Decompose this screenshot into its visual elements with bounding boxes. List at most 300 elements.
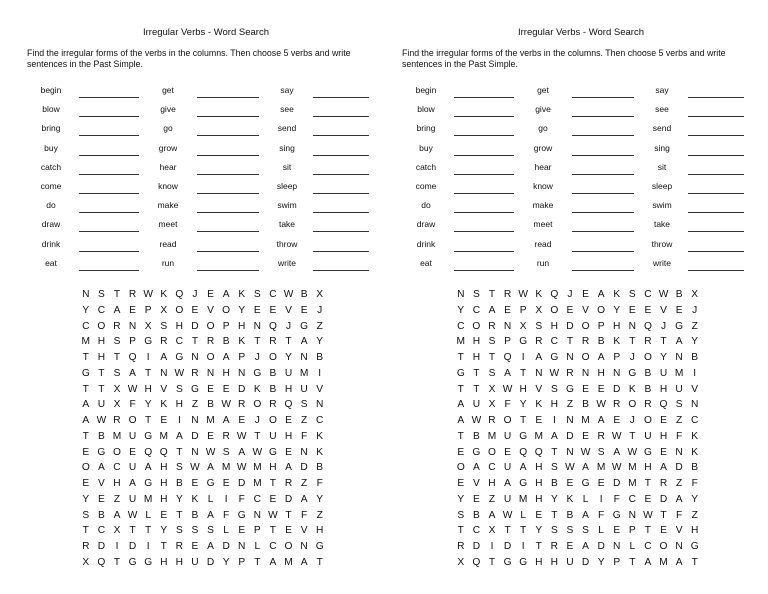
- answer-line[interactable]: [79, 212, 139, 213]
- grid-letter[interactable]: A: [129, 478, 136, 489]
- grid-letter[interactable]: R: [659, 478, 668, 489]
- grid-letter[interactable]: E: [472, 493, 480, 505]
- grid-letter[interactable]: D: [128, 541, 137, 552]
- grid-letter[interactable]: D: [206, 556, 215, 568]
- grid-letter[interactable]: T: [629, 556, 636, 568]
- grid-letter[interactable]: N: [128, 320, 137, 332]
- answer-line[interactable]: [197, 251, 259, 252]
- grid-letter[interactable]: H: [316, 525, 324, 537]
- grid-letter[interactable]: W: [283, 289, 294, 300]
- grid-letter[interactable]: G: [144, 430, 153, 442]
- grid-letter[interactable]: H: [535, 462, 543, 474]
- grid-letter[interactable]: K: [535, 289, 543, 300]
- grid-letter[interactable]: T: [535, 541, 542, 552]
- grid-letter[interactable]: B: [316, 352, 324, 363]
- grid-letter[interactable]: H: [144, 383, 152, 395]
- grid-letter[interactable]: P: [144, 304, 152, 316]
- grid-letter[interactable]: C: [253, 493, 261, 505]
- grid-letter[interactable]: Z: [316, 509, 323, 521]
- grid-letter[interactable]: L: [254, 541, 261, 552]
- grid-letter[interactable]: P: [129, 336, 136, 348]
- grid-letter[interactable]: D: [300, 462, 308, 474]
- answer-line[interactable]: [197, 116, 259, 117]
- grid-letter[interactable]: A: [582, 541, 589, 552]
- grid-letter[interactable]: I: [146, 352, 150, 363]
- grid-letter[interactable]: B: [597, 336, 605, 348]
- grid-letter[interactable]: A: [82, 399, 90, 411]
- grid-letter[interactable]: T: [98, 383, 105, 395]
- grid-letter[interactable]: O: [597, 304, 606, 316]
- grid-letter[interactable]: V: [300, 525, 308, 537]
- grid-letter[interactable]: J: [629, 415, 635, 426]
- grid-letter[interactable]: O: [268, 352, 277, 363]
- grid-letter[interactable]: A: [488, 304, 496, 316]
- grid-letter[interactable]: R: [191, 367, 199, 379]
- grid-letter[interactable]: F: [223, 509, 230, 521]
- grid-letter[interactable]: A: [675, 556, 683, 568]
- grid-letter[interactable]: U: [269, 430, 277, 442]
- grid-letter[interactable]: E: [160, 415, 168, 426]
- answer-line[interactable]: [313, 155, 369, 156]
- grid-letter[interactable]: U: [472, 399, 481, 411]
- grid-letter[interactable]: G: [144, 336, 153, 348]
- grid-letter[interactable]: U: [128, 493, 137, 505]
- grid-letter[interactable]: E: [300, 304, 308, 316]
- grid-letter[interactable]: E: [207, 289, 214, 300]
- grid-letter[interactable]: X: [488, 399, 496, 411]
- grid-letter[interactable]: A: [675, 336, 683, 348]
- grid-letter[interactable]: H: [238, 320, 246, 332]
- grid-letter[interactable]: M: [596, 462, 606, 474]
- grid-letter[interactable]: S: [628, 289, 636, 300]
- grid-letter[interactable]: M: [143, 493, 153, 505]
- grid-letter[interactable]: B: [644, 367, 652, 379]
- grid-letter[interactable]: Q: [268, 320, 277, 332]
- grid-letter[interactable]: S: [175, 462, 183, 474]
- grid-letter[interactable]: U: [128, 462, 137, 474]
- grid-letter[interactable]: F: [300, 509, 308, 521]
- grid-letter[interactable]: F: [598, 509, 605, 521]
- grid-letter[interactable]: E: [535, 415, 543, 426]
- grid-letter[interactable]: T: [285, 336, 292, 348]
- grid-letter[interactable]: E: [269, 493, 277, 505]
- grid-letter[interactable]: M: [112, 430, 122, 442]
- grid-letter[interactable]: G: [144, 556, 153, 568]
- grid-letter[interactable]: N: [300, 352, 308, 363]
- grid-letter[interactable]: H: [472, 336, 481, 348]
- grid-letter[interactable]: T: [488, 289, 496, 300]
- answer-line[interactable]: [454, 155, 514, 156]
- grid-letter[interactable]: Y: [316, 493, 324, 505]
- grid-letter[interactable]: K: [691, 446, 699, 458]
- grid-letter[interactable]: Q: [144, 446, 153, 458]
- answer-line[interactable]: [572, 155, 634, 156]
- answer-line[interactable]: [688, 193, 744, 194]
- grid-letter[interactable]: F: [504, 399, 511, 411]
- grid-letter[interactable]: E: [644, 493, 652, 505]
- grid-letter[interactable]: T: [629, 430, 636, 442]
- grid-letter[interactable]: B: [582, 399, 589, 411]
- grid-letter[interactable]: D: [97, 541, 106, 552]
- grid-letter[interactable]: R: [269, 399, 277, 411]
- answer-line[interactable]: [197, 97, 259, 98]
- grid-letter[interactable]: W: [502, 383, 513, 395]
- grid-letter[interactable]: E: [222, 383, 230, 395]
- grid-letter[interactable]: F: [129, 399, 136, 411]
- grid-letter[interactable]: A: [613, 446, 621, 458]
- grid-letter[interactable]: T: [488, 352, 496, 363]
- grid-letter[interactable]: J: [660, 320, 667, 332]
- grid-letter[interactable]: H: [175, 399, 184, 411]
- grid-letter[interactable]: M: [299, 367, 309, 379]
- grid-letter[interactable]: A: [644, 556, 652, 568]
- grid-letter[interactable]: W: [611, 430, 622, 442]
- grid-letter[interactable]: O: [206, 320, 215, 332]
- grid-letter[interactable]: H: [535, 478, 543, 489]
- grid-letter[interactable]: E: [129, 304, 136, 316]
- grid-letter[interactable]: R: [644, 336, 652, 348]
- grid-letter[interactable]: E: [207, 383, 214, 395]
- grid-letter[interactable]: C: [644, 289, 652, 300]
- grid-letter[interactable]: T: [145, 525, 152, 537]
- grid-letter[interactable]: E: [191, 541, 199, 552]
- grid-letter[interactable]: O: [456, 462, 465, 474]
- grid-letter[interactable]: S: [207, 525, 214, 537]
- grid-letter[interactable]: W: [143, 289, 153, 300]
- grid-letter[interactable]: P: [222, 320, 230, 332]
- grid-letter[interactable]: E: [597, 478, 605, 489]
- grid-letter[interactable]: U: [284, 367, 293, 379]
- grid-letter[interactable]: S: [300, 399, 308, 411]
- grid-letter[interactable]: N: [613, 541, 621, 552]
- grid-letter[interactable]: Z: [691, 509, 698, 521]
- grid-letter[interactable]: M: [628, 462, 637, 474]
- grid-letter[interactable]: R: [503, 289, 512, 300]
- answer-line[interactable]: [313, 212, 369, 213]
- grid-letter[interactable]: K: [566, 493, 574, 505]
- grid-letter[interactable]: D: [581, 556, 590, 568]
- grid-letter[interactable]: T: [82, 383, 89, 395]
- grid-letter[interactable]: E: [160, 509, 168, 521]
- grid-letter[interactable]: S: [457, 509, 465, 521]
- grid-letter[interactable]: I: [490, 541, 494, 552]
- grid-letter[interactable]: S: [472, 289, 480, 300]
- answer-line[interactable]: [313, 251, 369, 252]
- grid-letter[interactable]: W: [549, 367, 560, 379]
- grid-letter[interactable]: Z: [566, 399, 574, 411]
- grid-letter[interactable]: P: [613, 352, 621, 363]
- grid-letter[interactable]: A: [285, 462, 292, 474]
- answer-line[interactable]: [572, 251, 634, 252]
- grid-letter[interactable]: A: [269, 556, 277, 568]
- grid-letter[interactable]: K: [160, 399, 168, 411]
- grid-letter[interactable]: A: [300, 556, 308, 568]
- grid-letter[interactable]: I: [521, 541, 525, 552]
- grid-letter[interactable]: S: [97, 289, 105, 300]
- answer-line[interactable]: [197, 174, 259, 175]
- grid-letter[interactable]: Z: [300, 478, 308, 489]
- grid-letter[interactable]: Y: [660, 352, 667, 363]
- grid-letter[interactable]: N: [675, 352, 683, 363]
- grid-letter[interactable]: T: [113, 352, 121, 363]
- grid-letter[interactable]: P: [238, 352, 246, 363]
- grid-letter[interactable]: N: [160, 367, 168, 379]
- grid-letter[interactable]: L: [598, 525, 604, 537]
- grid-letter[interactable]: A: [82, 415, 90, 426]
- grid-letter[interactable]: E: [285, 525, 292, 537]
- grid-letter[interactable]: A: [582, 462, 589, 474]
- grid-letter[interactable]: S: [113, 367, 121, 379]
- grid-letter[interactable]: R: [206, 336, 215, 348]
- grid-letter[interactable]: L: [223, 525, 229, 537]
- grid-letter[interactable]: H: [175, 556, 184, 568]
- grid-letter[interactable]: T: [520, 367, 527, 379]
- grid-letter[interactable]: D: [613, 478, 621, 489]
- grid-letter[interactable]: A: [675, 493, 683, 505]
- answer-line[interactable]: [572, 116, 634, 117]
- grid-letter[interactable]: W: [236, 462, 247, 474]
- grid-letter[interactable]: F: [691, 478, 698, 489]
- grid-letter[interactable]: G: [144, 478, 153, 489]
- grid-letter[interactable]: I: [146, 541, 150, 552]
- grid-letter[interactable]: I: [115, 541, 119, 552]
- grid-letter[interactable]: S: [488, 336, 496, 348]
- grid-letter[interactable]: Q: [550, 289, 559, 300]
- grid-letter[interactable]: N: [566, 352, 574, 363]
- grid-letter[interactable]: E: [644, 304, 652, 316]
- grid-letter[interactable]: G: [268, 446, 277, 458]
- grid-letter[interactable]: K: [535, 399, 543, 411]
- grid-letter[interactable]: M: [674, 367, 684, 379]
- grid-letter[interactable]: B: [300, 289, 308, 300]
- grid-letter[interactable]: C: [175, 336, 184, 348]
- answer-line[interactable]: [313, 174, 369, 175]
- grid-letter[interactable]: A: [535, 352, 543, 363]
- grid-letter[interactable]: V: [582, 304, 589, 316]
- grid-letter[interactable]: Q: [128, 352, 137, 363]
- answer-line[interactable]: [454, 231, 514, 232]
- grid-letter[interactable]: O: [488, 446, 496, 458]
- grid-letter[interactable]: C: [457, 320, 465, 332]
- grid-letter[interactable]: C: [644, 541, 652, 552]
- grid-letter[interactable]: R: [550, 541, 559, 552]
- grid-letter[interactable]: T: [566, 336, 574, 348]
- grid-letter[interactable]: Q: [175, 289, 184, 300]
- grid-letter[interactable]: W: [565, 462, 575, 474]
- grid-letter[interactable]: P: [238, 556, 246, 568]
- grid-letter[interactable]: B: [691, 462, 699, 474]
- grid-letter[interactable]: E: [535, 509, 543, 521]
- grid-letter[interactable]: R: [269, 336, 277, 348]
- grid-letter[interactable]: M: [456, 336, 466, 348]
- grid-letter[interactable]: Y: [550, 493, 558, 505]
- grid-letter[interactable]: R: [113, 320, 121, 332]
- grid-letter[interactable]: U: [97, 399, 106, 411]
- grid-letter[interactable]: G: [175, 352, 184, 363]
- grid-letter[interactable]: X: [691, 289, 699, 300]
- grid-letter[interactable]: T: [254, 556, 261, 568]
- answer-line[interactable]: [79, 231, 139, 232]
- answer-line[interactable]: [572, 193, 634, 194]
- grid-letter[interactable]: C: [97, 525, 106, 537]
- grid-letter[interactable]: A: [504, 478, 511, 489]
- grid-letter[interactable]: P: [519, 304, 527, 316]
- grid-letter[interactable]: A: [457, 399, 465, 411]
- grid-letter[interactable]: N: [191, 415, 199, 426]
- grid-letter[interactable]: A: [582, 509, 589, 521]
- grid-letter[interactable]: E: [504, 304, 511, 316]
- grid-letter[interactable]: M: [628, 478, 637, 489]
- grid-letter[interactable]: A: [207, 541, 214, 552]
- grid-letter[interactable]: H: [597, 367, 605, 379]
- grid-letter[interactable]: Z: [675, 478, 683, 489]
- grid-letter[interactable]: R: [160, 336, 168, 348]
- grid-letter[interactable]: Y: [82, 304, 90, 316]
- grid-letter[interactable]: E: [566, 478, 574, 489]
- grid-letter[interactable]: D: [659, 493, 668, 505]
- grid-letter[interactable]: B: [566, 509, 574, 521]
- grid-letter[interactable]: U: [300, 383, 308, 395]
- grid-letter[interactable]: S: [550, 525, 558, 537]
- grid-letter[interactable]: W: [174, 367, 185, 379]
- grid-letter[interactable]: K: [613, 289, 621, 300]
- grid-letter[interactable]: V: [160, 383, 168, 395]
- grid-letter[interactable]: W: [236, 430, 247, 442]
- grid-letter[interactable]: E: [582, 289, 589, 300]
- grid-letter[interactable]: R: [488, 320, 496, 332]
- grid-letter[interactable]: B: [175, 478, 183, 489]
- grid-letter[interactable]: S: [175, 525, 183, 537]
- grid-letter[interactable]: E: [660, 446, 667, 458]
- grid-letter[interactable]: H: [284, 383, 293, 395]
- grid-letter[interactable]: V: [660, 304, 667, 316]
- grid-letter[interactable]: M: [159, 430, 169, 442]
- grid-letter[interactable]: K: [160, 289, 168, 300]
- grid-letter[interactable]: R: [644, 399, 652, 411]
- grid-letter[interactable]: T: [316, 556, 323, 568]
- grid-letter[interactable]: N: [566, 415, 574, 426]
- grid-letter[interactable]: Y: [691, 493, 699, 505]
- grid-letter[interactable]: X: [113, 399, 121, 411]
- grid-letter[interactable]: Q: [519, 446, 528, 458]
- grid-letter[interactable]: A: [457, 415, 465, 426]
- grid-letter[interactable]: I: [224, 493, 228, 505]
- grid-letter[interactable]: T: [660, 509, 667, 521]
- answer-line[interactable]: [454, 97, 514, 98]
- grid-letter[interactable]: G: [519, 336, 528, 348]
- grid-letter[interactable]: A: [160, 352, 168, 363]
- grid-letter[interactable]: F: [675, 509, 683, 521]
- grid-letter[interactable]: W: [190, 462, 200, 474]
- grid-letter[interactable]: I: [693, 367, 697, 379]
- grid-letter[interactable]: Y: [613, 304, 621, 316]
- grid-letter[interactable]: T: [176, 509, 183, 521]
- grid-letter[interactable]: W: [96, 415, 107, 426]
- grid-letter[interactable]: C: [472, 525, 481, 537]
- grid-letter[interactable]: Q: [534, 446, 543, 458]
- grid-letter[interactable]: D: [284, 493, 293, 505]
- grid-letter[interactable]: G: [612, 509, 621, 521]
- grid-letter[interactable]: O: [253, 399, 262, 411]
- grid-letter[interactable]: O: [97, 320, 106, 332]
- answer-line[interactable]: [572, 174, 634, 175]
- grid-letter[interactable]: H: [488, 478, 496, 489]
- grid-letter[interactable]: T: [269, 478, 277, 489]
- grid-letter[interactable]: G: [456, 367, 465, 379]
- answer-line[interactable]: [688, 231, 744, 232]
- grid-letter[interactable]: O: [581, 320, 590, 332]
- grid-letter[interactable]: R: [128, 289, 137, 300]
- answer-line[interactable]: [454, 174, 514, 175]
- grid-letter[interactable]: N: [581, 367, 590, 379]
- grid-letter[interactable]: E: [207, 430, 214, 442]
- grid-letter[interactable]: A: [207, 509, 214, 521]
- grid-letter[interactable]: G: [206, 478, 215, 489]
- grid-letter[interactable]: T: [629, 336, 636, 348]
- grid-letter[interactable]: A: [472, 462, 480, 474]
- grid-letter[interactable]: E: [253, 304, 261, 316]
- answer-line[interactable]: [197, 231, 259, 232]
- grid-letter[interactable]: N: [675, 446, 683, 458]
- grid-letter[interactable]: W: [643, 509, 653, 521]
- grid-letter[interactable]: T: [98, 367, 105, 379]
- grid-letter[interactable]: W: [658, 289, 669, 300]
- grid-letter[interactable]: I: [599, 493, 603, 505]
- grid-letter[interactable]: V: [285, 304, 292, 316]
- grid-letter[interactable]: C: [550, 336, 559, 348]
- grid-letter[interactable]: O: [643, 415, 652, 426]
- grid-letter[interactable]: Q: [97, 556, 106, 568]
- grid-letter[interactable]: Q: [643, 320, 652, 332]
- grid-letter[interactable]: J: [629, 352, 635, 363]
- grid-letter[interactable]: F: [675, 430, 683, 442]
- grid-letter[interactable]: Q: [284, 399, 293, 411]
- grid-letter[interactable]: M: [81, 336, 91, 348]
- grid-letter[interactable]: V: [535, 383, 543, 395]
- grid-letter[interactable]: J: [692, 304, 698, 316]
- grid-letter[interactable]: S: [488, 367, 496, 379]
- grid-letter[interactable]: T: [160, 541, 167, 552]
- grid-letter[interactable]: N: [503, 320, 512, 332]
- grid-letter[interactable]: X: [519, 320, 527, 332]
- grid-letter[interactable]: E: [457, 446, 465, 458]
- grid-letter[interactable]: Y: [597, 556, 605, 568]
- grid-letter[interactable]: T: [504, 525, 511, 537]
- grid-letter[interactable]: D: [503, 541, 512, 552]
- grid-letter[interactable]: N: [457, 289, 465, 300]
- grid-letter[interactable]: Q: [659, 399, 668, 411]
- grid-letter[interactable]: H: [113, 478, 121, 489]
- grid-letter[interactable]: O: [113, 446, 121, 458]
- grid-letter[interactable]: X: [82, 556, 90, 568]
- grid-letter[interactable]: X: [535, 304, 543, 316]
- answer-line[interactable]: [454, 212, 514, 213]
- grid-letter[interactable]: E: [82, 478, 90, 489]
- grid-letter[interactable]: D: [222, 541, 230, 552]
- grid-letter[interactable]: T: [82, 525, 89, 537]
- answer-line[interactable]: [79, 135, 139, 136]
- grid-letter[interactable]: O: [206, 352, 215, 363]
- grid-letter[interactable]: N: [628, 320, 636, 332]
- grid-letter[interactable]: D: [191, 430, 199, 442]
- grid-letter[interactable]: S: [675, 399, 683, 411]
- grid-letter[interactable]: H: [284, 430, 293, 442]
- grid-letter[interactable]: B: [97, 509, 105, 521]
- grid-letter[interactable]: G: [675, 320, 684, 332]
- grid-letter[interactable]: Y: [535, 525, 543, 537]
- grid-letter[interactable]: T: [82, 352, 89, 363]
- grid-letter[interactable]: R: [222, 430, 230, 442]
